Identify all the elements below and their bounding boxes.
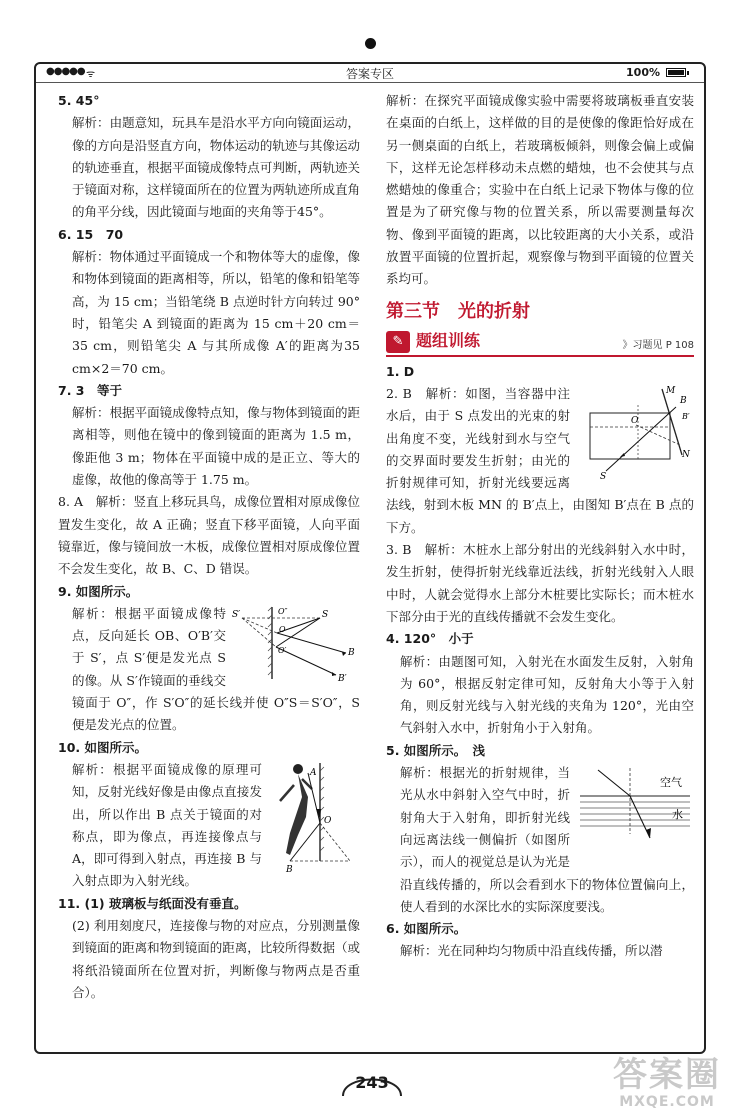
section-heading [386,299,694,325]
a2-label-m: M [666,385,676,396]
group-training-bar [386,331,694,357]
q10-explanation: 解析：根据平面镜成像的原理可知，反射光线好像是由像点直接发出，所以作出 B 点关于镜面的对称点，即为像点，再连接像点与 A，即可得到入射点，再连接 B 与入射点即为入射光线。 [72,761,262,889]
a6-answer: 6. 如图所示。 [386,921,467,937]
signal-icon: ●●●●● [46,66,85,77]
q9-label-b-prime: B′ [338,673,347,683]
q9-label-b: B [348,647,355,658]
q10-label-b: B [286,864,293,873]
q9-label-o-double: O″ [278,606,288,616]
a6-explanation: 解析：光在同种均匀物质中沿直线传播，所以潜 [400,943,663,959]
a2-answer: 2. B 解析：如图，当容器中注水后，由于 S 点发出的光束的射出角度不变，光线射到水与空气的交界面时要发生折射；由光的折射规律可知，折射光线要远离法线，射到木板 MN 的 B′点上，由图知 B′点在 B 点的下方。 [386,385,694,535]
a2-label-s: S [600,471,607,481]
q9-label-o: O [279,624,286,634]
a2-label-b-prime: B′ [682,411,690,421]
q6-explanation: 解析：物体通过平面镜成一个和物体等大的虚像，像和物体到镜面的距离相等，所以，铅笔的像和铅笔等高，为 15 cm；当铅笔绕 B 点逆时针方向转过 90°时，铅笔尖 A 到镜面的距离为 15 cm＋20 cm＝35 cm，则铅笔尖 A 与其所成像 A′的距离为35 cm×2＝70 cm。 [72,249,360,376]
section-number: 第三节 [386,300,440,322]
right-column [386,90,694,963]
q9-label-s-prime: S′ [232,609,241,620]
pencil-icon: ✎ [386,331,410,353]
q7-answer: 7. 3 等于 [58,382,122,398]
q8-answer: 8. A 解析：竖直上移玩具鸟，成像位置相对原成像位置发生变化，故 A 正确；竖直下移平面镜，人向平面镜靠近，像与镜间放一木板，成像位置相对原成像位置不会发生变化，故 B、C、D 错误。 [58,494,360,577]
a5-answer: 5. 如图所示。 浅 [386,742,486,758]
q9-mirror-diagram [232,605,360,690]
q10-mirror-diagram [268,761,360,880]
a4-answer: 4. 120° 小于 [386,631,474,647]
q6-answer: 6. 15 70 [58,226,124,242]
q5-explanation: 解析：由题意知，玩具车是沿水平方向向镜面运动，像的方向是沿竖直方向，物体运动的轨迹与其像运动的轨迹垂直，根据平面镜成像特点可判断，两轨迹关于镜面对称，这样镜面所在的位置为两轨迹所成直角的角平分线，因此镜面与地面的夹角等于45°。 [72,115,360,220]
prev-explanation: 解析：在探究平面镜成像实验中需要将玻璃板垂直安装在桌面的白纸上，这样做的目的是使像的像距恰好成在另一侧桌面的白纸上，若玻璃板倾斜，则像会偏上或偏下，这样无论怎样移动未点燃的蜡烛，也不会使其与点燃蜡烛的像重合；实验中在白纸上记录下物体与像的位置是为了研究像与物的位置关系，所以需要测量每次物、像到平面镜的距离，以比较距离的大小关系，或沿放置平面镜的位置折起，观察像与物到平面镜的位置关系均可。 [386,93,694,287]
camera-dot [365,38,376,49]
a2-label-o: O [631,415,639,426]
q11-answer-2: (2) 利用刻度尺，连接像与物的对应点，分别测量像到镜面的距离和物到镜面的距离，比较所得数据（或将纸沿镜面所在位置对折，判断像与物两点是否重合）。 [72,917,360,1000]
a5-refraction-diagram [576,764,694,851]
q7-explanation: 解析：根据平面镜成像特点知，像与物体到镜面的距离相等，则他在镜中的像到镜面的距离为 1.5 m，像距他 3 m；物体在平面镜中成的是正立、等大的虚像，故他的像高等于 1.75 m。 [72,405,360,488]
status-bar [36,64,704,83]
a5-label-water: 水 [672,808,683,822]
q11-answer-1: 11. (1) 玻璃板与纸面没有垂直。 [58,895,247,911]
a3-answer: 3. B 解析：木桩水上部分射出的光线斜射入水中时，发生折射，使得折射光线靠近法线，折射光线射入人眼中时，人就会觉得水上部分木桩要比实际长；而木桩水下部分由于光的直线传播就不会发生变化。 [386,542,694,624]
a2-refraction-diagram [576,385,694,488]
a5-label-air: 空气 [660,776,682,790]
left-column [58,90,360,1004]
q9-answer: 9. 如图所示。 [58,583,139,599]
a5-explanation: 解析：根据光的折射规律，当光从水中斜射入空气中时，折射角大于入射角，即折射光线向远离法线一侧偏折（如图所示），而人的视觉总是认为光是沿直线传播的，所以会看到水下的物体位置偏向上，使人看到的水深比水的实际深度要浅。 [400,765,694,914]
group-title: 题组训练 [416,330,481,350]
page-number: 243 [339,1066,405,1100]
battery-level: 100% [626,66,660,79]
a2-label-n: N [682,449,690,460]
battery-icon [666,68,686,77]
section-name: 光的折射 [458,300,530,322]
q9-label-s: S [322,609,329,620]
a4-explanation: 解析：由题图可知，入射光在水面发生反射，入射角为 60°，根据反射定律可知，反射角大小等于入射角，则反射光线与入射光线的夹角为 120°，光由空气斜射入水中，折射角小于入射角。 [400,653,694,736]
a2-label-b: B [680,395,687,406]
watermark-logo: 答案圈 MXQE.COM [613,1055,721,1110]
exercise-reference: 》习题见 P 108 [622,339,694,351]
q9-label-o-prime: O′ [278,645,287,655]
page-title: 答案专区 [345,67,394,81]
q5-answer: 5. 45° [58,93,100,108]
q10-answer: 10. 如图所示。 [58,739,147,755]
q9-explanation: 解析：根据平面镜成像特点，反向延长 OB、O′B′交于 S′，点 S′便是发光点 S 的像。从 S′作镜面的垂线交镜面于 O″，作 S′O″的延长线并使 O″S＝S′O″，S 便是发光点的位置。 [72,605,360,733]
wifi-icon: ᯤ [86,69,96,80]
q10-label-o: O [324,815,332,826]
q10-label-a: A [310,767,317,778]
a1-answer: 1. D [386,363,415,379]
